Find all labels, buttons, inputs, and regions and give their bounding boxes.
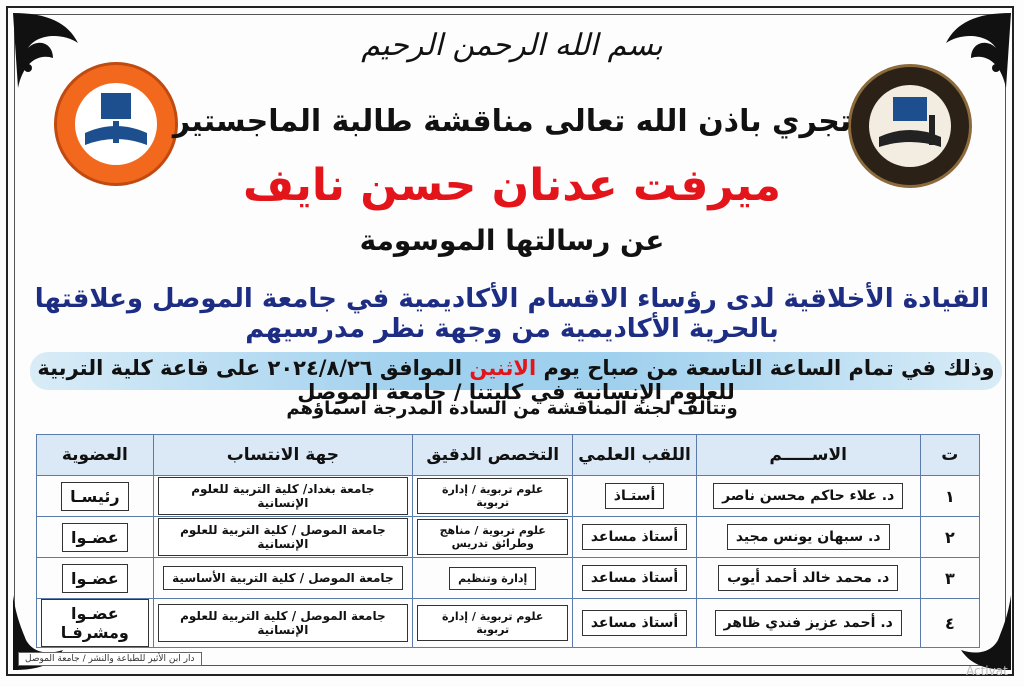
member-specialization: علوم تربوية / إدارة تربوية <box>417 605 568 641</box>
member-specialization: إدارة وتنظيم <box>449 567 536 590</box>
table-header-row <box>37 435 980 476</box>
header-title: اللقب العلمي <box>573 435 696 476</box>
header-specialization: التخصص الدقيق <box>413 435 573 476</box>
row-index: ٢ <box>920 517 979 558</box>
member-name: د. علاء حاكم محسن ناصر <box>713 483 903 509</box>
member-affiliation: جامعة بغداد/ كلية التربية للعلوم الإنسانية <box>158 477 408 515</box>
thesis-intro: عن رسالتها الموسومة <box>359 224 665 257</box>
basmala: بسم الله الرحمن الرحيم <box>361 28 663 63</box>
schedule-text <box>30 356 1002 404</box>
member-specialization: علوم تربوية / إدارة تربوية <box>417 478 568 514</box>
header-name: الاســـــم <box>696 435 920 476</box>
member-role: عضـوا <box>62 564 128 593</box>
member-title: أستاذ مساعد <box>582 610 687 636</box>
student-name: ميرفت عدنان حسن نايف <box>242 160 782 211</box>
thesis-title: القيادة الأخلاقية لدى رؤساء الاقسام الأكاديمية في جامعة الموصل وعلاقتها بالحرية الأكاديمية من وجهة نظر مدرسيهم <box>34 284 990 344</box>
member-affiliation: جامعة الموصل / كلية التربية للعلوم الإنسانية <box>158 604 408 642</box>
member-title: أستاذ مساعد <box>582 524 687 550</box>
row-index: ٣ <box>920 558 979 599</box>
schedule-before-day: وذلك في تمام الساعة التاسعة من صباح يوم <box>543 356 995 380</box>
activation-watermark: Activat <box>966 664 1008 678</box>
member-name: د. سبهان يونس مجيد <box>727 524 890 550</box>
row-index: ١ <box>920 476 979 517</box>
header-index: ت <box>920 435 979 476</box>
member-affiliation: جامعة الموصل / كلية التربية للعلوم الإنسانية <box>158 518 408 556</box>
member-specialization: علوم تربوية / مناهج وطرائق تدريس <box>417 519 568 555</box>
committee-line: وتتألف لجنة المناقشة من السادة المدرجة اسماؤهم <box>286 398 738 419</box>
member-role: عضـوا ومشرفـا <box>41 599 149 647</box>
member-role: عضـوا <box>62 523 128 552</box>
table-row <box>37 476 980 517</box>
header-affiliation: جهة الانتساب <box>153 435 412 476</box>
member-name: د. محمد خالد أحمد أيوب <box>718 565 898 591</box>
header-membership: العضوية <box>37 435 154 476</box>
row-index: ٤ <box>920 599 979 648</box>
member-name: د. أحمد عزيز فندي ظاهر <box>715 610 902 636</box>
table-row <box>37 558 980 599</box>
schedule-day: الاثنين <box>469 356 537 380</box>
announcement-line: تجري باذن الله تعالى مناقشة طالبة الماجستير <box>172 104 852 139</box>
committee-table <box>36 434 980 648</box>
schedule-after-day: الموافق ٢٠٢٤/٨/٢٦ على قاعة كلية التربية للعلوم الإنسانية في كليتنا / جامعة الموصل <box>37 356 735 404</box>
table-row <box>37 599 980 648</box>
member-title: أستـاذ <box>605 483 665 509</box>
member-role: رئيسـا <box>61 482 129 511</box>
table-row <box>37 517 980 558</box>
member-affiliation: جامعة الموصل / كلية التربية الأساسية <box>163 566 402 590</box>
printer-credit: دار ابن الأثير للطباعة والنشر / جامعة الموصل <box>18 652 202 666</box>
member-title: أستاذ مساعد <box>582 565 687 591</box>
